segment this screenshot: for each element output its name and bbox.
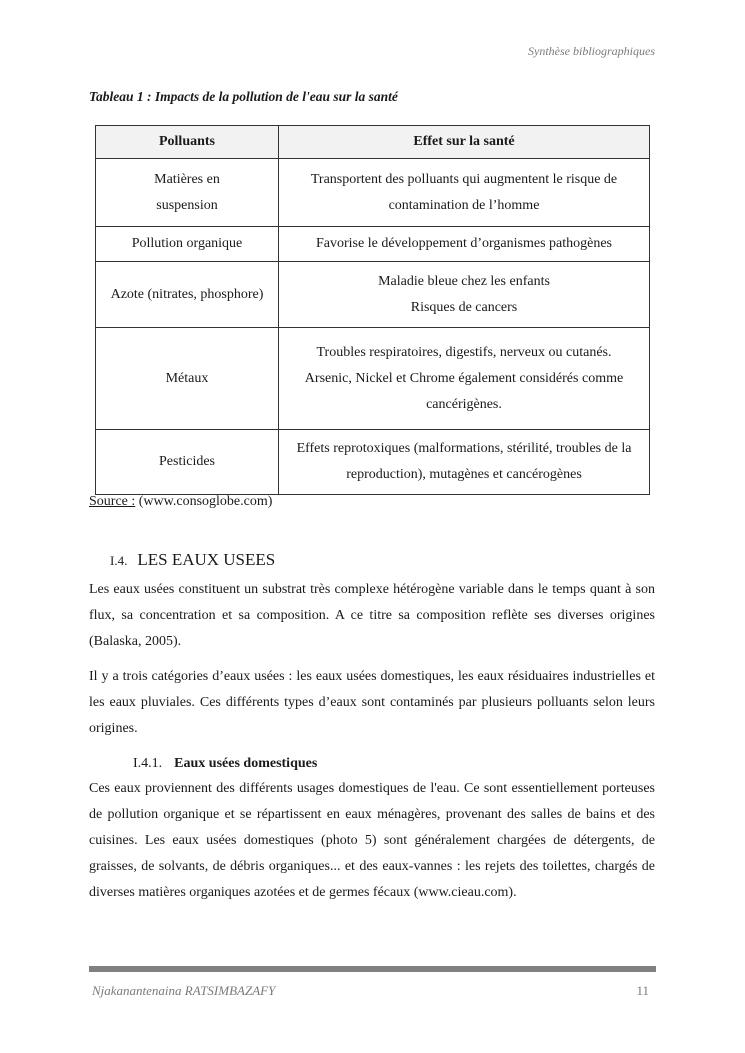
- footer-author: Njakanantenaina RATSIMBAZAFY: [92, 983, 276, 998]
- column-header-pollutants: Polluants: [96, 126, 279, 159]
- pollutant-cell: Métaux: [96, 328, 279, 430]
- source-link: (www.consoglobe.com): [135, 494, 273, 509]
- pollutant-cell: Pesticides: [96, 430, 279, 495]
- pollutant-cell: Matières en suspension: [96, 159, 279, 227]
- pollutant-cell: Pollution organique: [96, 227, 279, 262]
- section-heading: [110, 550, 275, 570]
- effect-cell: Maladie bleue chez les enfants Risques de cancers: [279, 262, 650, 328]
- table-row: [96, 262, 650, 328]
- table-caption: Tableau 1 : Impacts de la pollution de l'eau sur la santé: [89, 89, 398, 104]
- paragraph: Il y a trois catégories d’eaux usées : les eaux usées domestiques, les eaux résiduaires industrielles et les eaux pluviales. Ces différents types d’eaux sont contaminés par plusieurs polluants selon leurs origines.: [89, 669, 655, 736]
- table-header-row: [96, 126, 650, 159]
- page-number: 11: [636, 983, 649, 998]
- source-label: Source :: [89, 494, 136, 509]
- footer-divider: [89, 966, 656, 972]
- table-row: [96, 430, 650, 495]
- section-title: LES EAUX USEES: [137, 550, 276, 569]
- effect-cell: Favorise le développement d’organismes pathogènes: [279, 227, 650, 262]
- effect-cell: Effets reprotoxiques (malformations, stérilité, troubles de la reproduction), mutagènes et cancérogènes: [279, 430, 650, 495]
- effect-cell: Troubles respiratoires, digestifs, nerveux ou cutanés. Arsenic, Nickel et Chrome également considérés comme cancérigènes.: [279, 328, 650, 430]
- table-row: [96, 227, 650, 262]
- running-header: Synthèse bibliographiques: [528, 44, 655, 58]
- table-row: [96, 328, 650, 430]
- subsection-title: Eaux usées domestiques: [174, 756, 318, 771]
- impacts-table: [95, 125, 650, 495]
- paragraph: Ces eaux proviennent des différents usages domestiques de l'eau. Ce sont essentiellement porteuses de pollution organique et se répartissent en eaux ménagères, provenant des salles de bains et des cuisines. Les eaux usées domestiques (photo 5) sont généralement chargées de détergents, de graisses, de solvants, de débris organiques... et des eaux-vannes : les rejets des toilettes, chargés de diverses matières organiques azotées et de germes fécaux (www.cieau.com).: [89, 781, 655, 900]
- effect-cell: Transportent des polluants qui augmentent le risque de contamination de l’homme: [279, 159, 650, 227]
- column-header-health-effect: Effet sur la santé: [279, 126, 650, 159]
- paragraph: Les eaux usées constituent un substrat très complexe hétérogène variable dans le temps quant à son flux, sa concentration et sa composition. A ce titre sa composition reflète ses diverses origines (Balaska, 2005).: [89, 582, 655, 649]
- subsection-number: I.4.1.: [133, 756, 163, 771]
- section-number: I.4.: [110, 553, 128, 568]
- subsection-heading: [133, 756, 317, 772]
- pollutant-cell: Azote (nitrates, phosphore): [96, 262, 279, 328]
- table-row: [96, 159, 650, 227]
- table-source: [89, 494, 272, 510]
